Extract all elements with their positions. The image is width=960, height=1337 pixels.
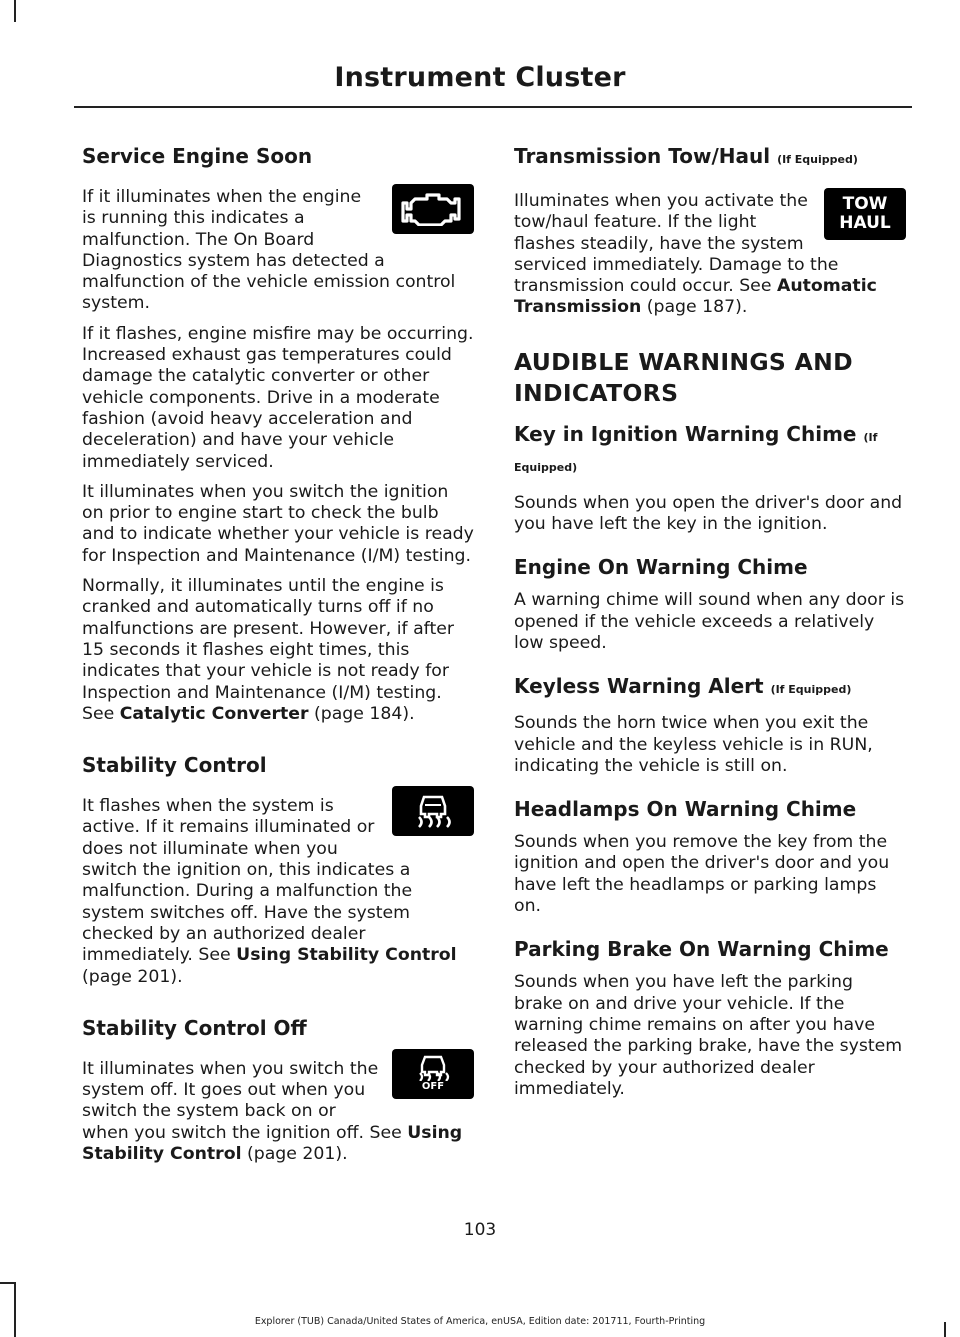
audible-line-1: AUDIBLE WARNINGS AND <box>514 347 853 376</box>
stability-control-off-heading: Stability Control Off <box>82 1015 307 1040</box>
parking-brake-paragraph: Sounds when you have left the parking brake on and drive your vehicle. If the warning chime remains on after you have released the parking brake, have the system checked by your authorized dealer immediately. <box>514 972 903 1099</box>
crop-mark-bottom-left <box>14 1282 16 1337</box>
stability-page: (page 201). <box>82 966 183 987</box>
keyless-heading <box>514 673 906 703</box>
service-paragraph-1: If it illuminates when the engine is running this indicates a malfunction. The On Board Diagnostics system has detected a malfunction of the vehicle emission control system. <box>82 187 456 314</box>
crop-mark-bottom-left-h <box>0 1282 14 1284</box>
parking-brake-heading: Parking Brake On Warning Chime <box>514 937 889 962</box>
key-title: Key in Ignition Warning Chime <box>514 421 857 446</box>
engine-on-heading: Engine On Warning Chime <box>514 555 808 580</box>
service-paragraph-4 <box>82 576 474 725</box>
stability-off-page: (page 201). <box>241 1143 348 1164</box>
key-qualifier-1: (If <box>863 430 878 444</box>
service-engine-soon-heading: Service Engine Soon <box>82 144 313 168</box>
catalytic-converter-link[interactable]: Catalytic Converter <box>119 703 309 724</box>
edition-footer: Explorer (TUB) Canada/United States of America, enUSA, Edition date: 201711, Fourth-Printing <box>254 1316 706 1327</box>
page-title: Instrument Cluster <box>334 62 626 93</box>
header-rule <box>74 106 912 108</box>
service-paragraph-3: It illuminates when you switch the ignition on prior to engine start to check the bulb and to indicate whether your vehicle is ready for Inspection and Maintenance (I/M) testing. <box>82 481 474 566</box>
key-qualifier-2: Equipped) <box>514 460 578 474</box>
key-in-ignition-heading <box>514 421 906 481</box>
headlamps-heading: Headlamps On Warning Chime <box>514 797 857 822</box>
tow-haul-title: Transmission Tow/Haul <box>514 144 771 168</box>
stability-control-icon <box>392 786 474 836</box>
headlamps-paragraph: Sounds when you remove the key from the ignition and open the driver's door and you have left the headlamps or parking lamps on. <box>514 832 890 917</box>
using-stability-control-link-2[interactable]: Using Stability Control <box>82 1122 463 1164</box>
off-label: OFF <box>421 1081 445 1093</box>
keyless-title: Keyless Warning Alert <box>514 674 764 699</box>
engine-on-paragraph: A warning chime will sound when any door is opened if the vehicle exceeds a relatively low speed. <box>514 590 905 653</box>
tow-text: Illuminates when you activate the tow/haul feature. If the light flashes steadily, have the system serviced immediately. Damage to the transmission could occur. See <box>514 191 839 297</box>
audible-warnings-heading <box>514 347 906 409</box>
service-p4-page: (page 184). <box>308 703 415 724</box>
tow-haul-qualifier: (If Equipped) <box>777 153 858 166</box>
stability-control-heading: Stability Control <box>82 753 267 778</box>
stability-off-text: It illuminates when you switch the system off. It goes out when you switch the system back on or when you switch the ignition off. See <box>82 1058 408 1143</box>
automatic-transmission-link[interactable]: Automatic Transmission <box>514 276 877 318</box>
tow-haul-icon <box>824 188 906 240</box>
haul-label: HAUL <box>839 213 891 233</box>
crop-mark-top-left <box>14 0 16 22</box>
tow-label: TOW <box>842 194 888 214</box>
tow-page: (page 187). <box>641 297 748 318</box>
left-column <box>82 143 474 1174</box>
right-column <box>514 143 906 1109</box>
check-engine-icon <box>392 184 474 234</box>
tow-haul-heading <box>514 143 906 173</box>
key-paragraph: Sounds when you open the driver's door and you have left the key in the ignition. <box>514 492 903 535</box>
keyless-paragraph: Sounds the horn twice when you exit the vehicle and the keyless vehicle is in RUN, indicating the vehicle is still on. <box>514 713 873 776</box>
stability-control-off-icon <box>392 1049 474 1099</box>
service-p4-text: Normally, it illuminates until the engine is cranked and automatically turns off if no malfunctions are present. However, if after 15 seconds it flashes eight times, this indicates that your vehicle is not ready for Inspection and Maintenance (I/M) testing. See <box>82 576 454 724</box>
service-paragraph-2: If it flashes, engine misfire may be occurring. Increased exhaust gas temperatures could damage the catalytic converter or other vehicle components. Drive in a moderate fashion (avoid heavy acceleration and deceleration) and have your vehicle immediately serviced. <box>82 323 474 472</box>
stability-text: It flashes when the system is active. If it remains illuminated or does not illuminate when you switch the ignition on, this indicates a malfunction. During a malfunction the system switches off. Have the system checked by an authorized dealer immediately. See <box>82 796 413 966</box>
using-stability-control-link[interactable]: Using Stability Control <box>236 945 457 966</box>
audible-line-2: INDICATORS <box>514 378 679 407</box>
page-number: 103 <box>463 1220 497 1240</box>
keyless-qualifier: (If Equipped) <box>770 683 852 697</box>
